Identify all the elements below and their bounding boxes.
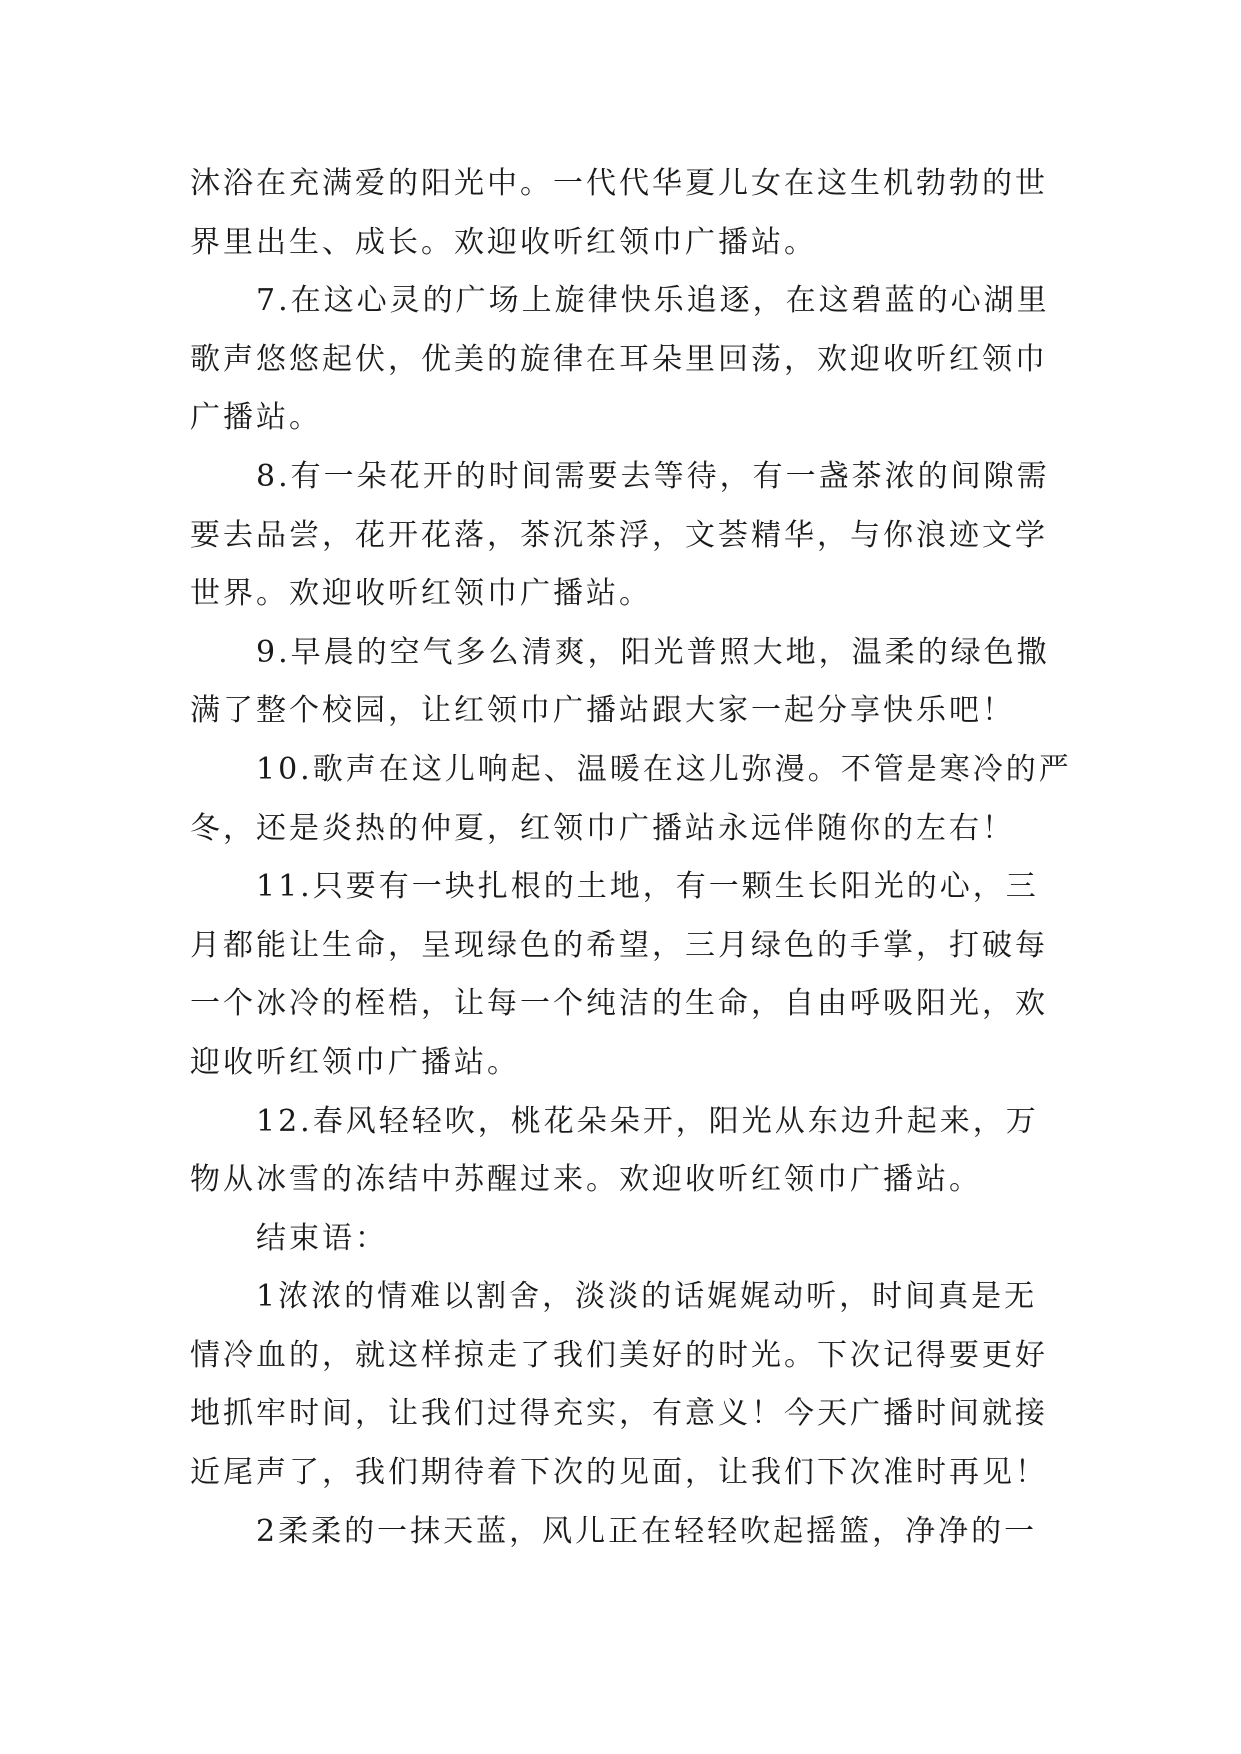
text-line: 要去品尝，花开花落，茶沉茶浮，文荟精华，与你浪迹文学 xyxy=(190,517,1048,553)
paragraph-start-10: 10.歌声在这儿响起、温暖在这儿弥漫。不管是寒冷的严 xyxy=(256,751,1072,787)
text-line: 物从冰雪的冻结中苏醒过来。欢迎收听红领巾广播站。 xyxy=(190,1162,982,1198)
document-body xyxy=(190,155,1070,1561)
text-line: 广播站。 xyxy=(190,400,322,436)
text-line: 地抓牢时间，让我们过得充实，有意义！今天广播时间就接 xyxy=(190,1396,1048,1432)
text-line: 沐浴在充满爱的阳光中。一代代华夏儿女在这生机勃勃的世 xyxy=(190,166,1048,201)
paragraph-start-7: 7.在这心灵的广场上旋律快乐追逐，在这碧蓝的心湖里 xyxy=(256,283,1050,319)
text-line: 满了整个校园，让红领巾广播站跟大家一起分享快乐吧！ xyxy=(190,693,1015,729)
text-line: 迎收听红领巾广播站。 xyxy=(190,1044,520,1080)
paragraph-start-closing-1: 1浓浓的情难以割舍，淡淡的话娓娓动听，时间真是无 xyxy=(256,1279,1038,1315)
text-line: 冬，还是炎热的仲夏，红领巾广播站永远伴随你的左右！ xyxy=(190,810,1015,846)
text-line: 界里出生、成长。欢迎收听红领巾广播站。 xyxy=(190,224,817,260)
text-line: 近尾声了，我们期待着下次的见面，让我们下次准时再见！ xyxy=(190,1455,1048,1491)
paragraph-start-9: 9.早晨的空气多么清爽，阳光普照大地，温柔的绿色撒 xyxy=(256,634,1050,670)
paragraph-start-12: 12.春风轻轻吹，桃花朵朵开，阳光从东边升起来，万 xyxy=(256,1103,1039,1139)
paragraph-start-8: 8.有一朵花开的时间需要去等待，有一盏茶浓的间隙需 xyxy=(256,458,1050,494)
text-line: 世界。欢迎收听红领巾广播站。 xyxy=(190,576,652,612)
text-line: 月都能让生命，呈现绿色的希望，三月绿色的手掌，打破每 xyxy=(190,927,1048,963)
section-heading-closing: 结束语： xyxy=(256,1220,388,1256)
text-line: 情冷血的，就这样掠走了我们美好的时光。下次记得要更好 xyxy=(190,1337,1048,1373)
paragraph-start-closing-2: 2柔柔的一抹天蓝，风儿正在轻轻吹起摇篮，净净的一 xyxy=(256,1513,1038,1549)
text-line: 歌声悠悠起伏，优美的旋律在耳朵里回荡，欢迎收听红领巾 xyxy=(190,341,1048,377)
paragraph-start-11: 11.只要有一块扎根的土地，有一颗生长阳光的心，三 xyxy=(256,869,1039,905)
text-line: 一个冰冷的桎梏，让每一个纯洁的生命，自由呼吸阳光，欢 xyxy=(190,986,1048,1022)
